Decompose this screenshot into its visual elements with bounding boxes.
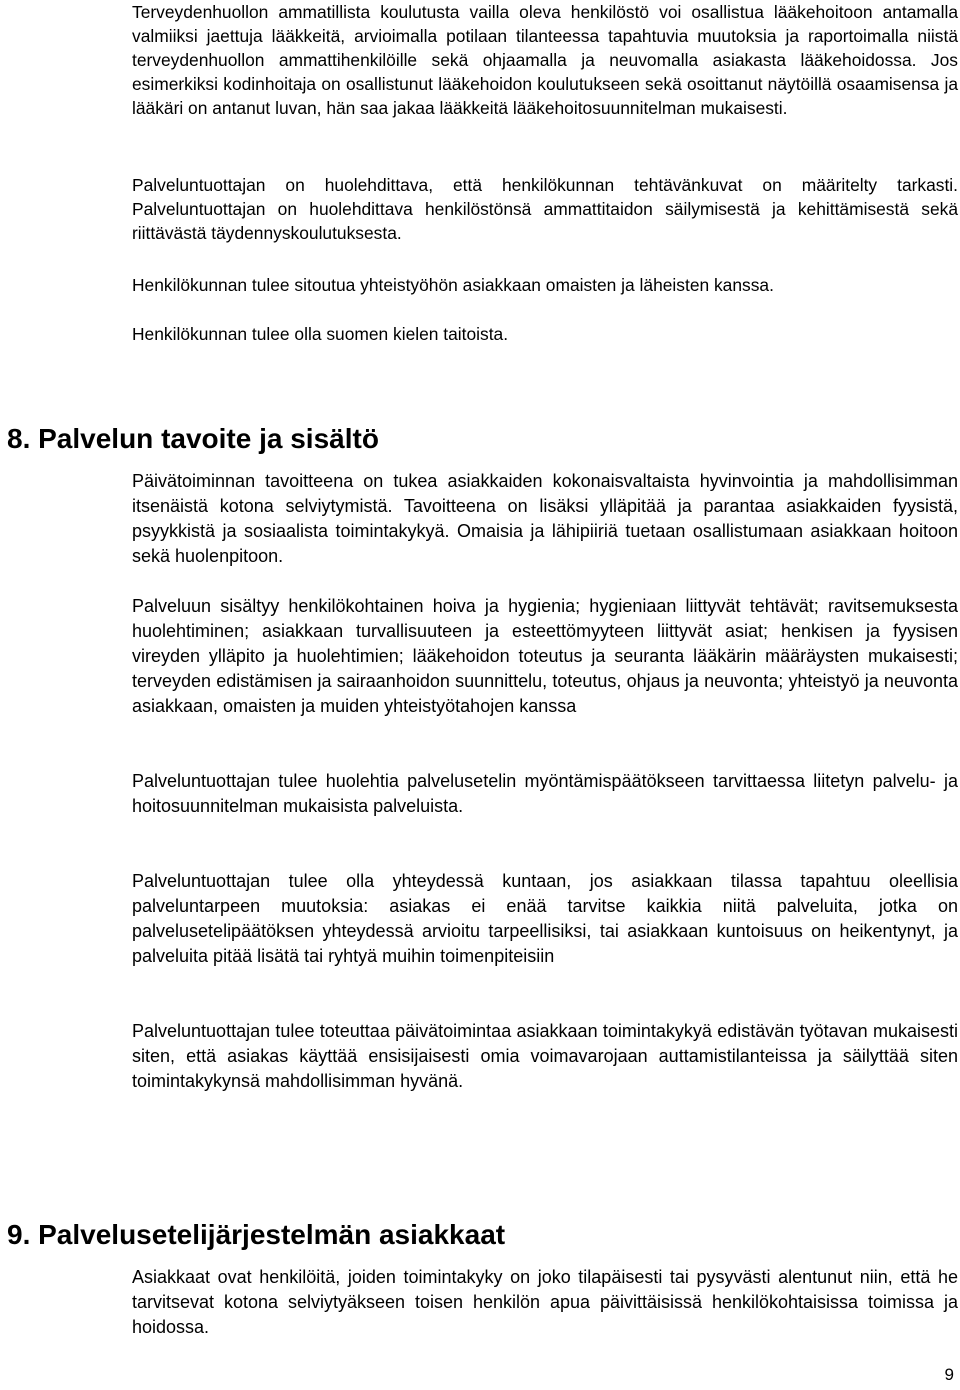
paragraph-service-goal: Päivätoiminnan tavoitteena on tukea asiakkaiden kokonaisvaltaista hyvinvointia ja mahdollisimman itsenäistä kotona selviytymistä. Tavoitteena on lisäksi ylläpitää ja parantaa asiakkaiden fyysistä, psyykkistä ja sosiaalista toimintakykyä. Omaisia ja lähipiiriä tuetaan osallistumaan asiakkaan hoitoon sekä huolenpitoon. [132, 471, 958, 566]
paragraph-medication-staff: Terveydenhuollon ammatillista koulutusta vailla oleva henkilöstö voi osallistua lääkehoitoon antamalla valmiiksi jaettuja lääkkeitä, arvioimalla potilaan tilanteessa tapahtuvia muutoksia ja raportoimalla niistä terveydenhuollon ammattihenkilöille sekä ohjaamalla ja neuvomalla asiakasta lääkehoidossa. Jos esimerkiksi kodinhoitaja on osallistunut lääkehoidon koulutukseen sekä osoittanut näytöillä osaamisensa ja lääkäri on antanut luvan, hän saa jakaa lääkkeitä lääkehoitosuunnitelman mukaisesti. [132, 2, 958, 118]
paragraph-cooperation: Henkilökunnan tulee sitoutua yhteistyöhön asiakkaan omaisten ja läheisten kanssa. [132, 275, 774, 295]
paragraph-clients: Asiakkaat ovat henkilöitä, joiden toimintakyky on joko tilapäisesti tai pysyvästi alentunut niin, että he tarvitsevat kotona selviytyäkseen toisen henkilön apua päivittäisissä henkilökohtaisissa toimissa ja hoidossa. [132, 1267, 958, 1337]
section-9-heading: 9. Palvelusetelijärjestelmän asiakkaat [7, 1219, 506, 1250]
paragraph-job-descriptions: Palveluntuottajan on huolehdittava, että henkilökunnan tehtävänkuvat on määritelty tarkasti. Palveluntuottajan on huolehdittava henkilöstönsä ammattitaidon säilymisestä ja kehittämisestä sekä riittävästä täydennyskoulutuksesta. [132, 175, 958, 243]
page-number: 9 [944, 1365, 954, 1384]
paragraph-service-content: Palveluun sisältyy henkilökohtainen hoiva ja hygienia; hygieniaan liittyvät tehtävät; ravitsemuksesta huolehtiminen; asiakkaan turvallisuuteen ja esteettömyyteen liittyvät asiat; henkisen ja fyysisen vireyden ylläpito ja huolehtimien; lääkehoidon toteutus ja seuranta lääkärin määräysten mukaisesti; terveyden edistämisen ja sairaanhoidon suunnittelu, toteutus, ohjaus ja neuvonta; yhteistyö ja neuvonta asiakkaan, omaisten ja muiden yhteistyötahojen kanssa [132, 596, 958, 716]
paragraph-voucher-services: Palveluntuottajan tulee huolehtia palvelusetelin myöntämispäätökseen tarvittaessa liitetyn palvelu- ja hoitosuunnitelman mukaisista palveluista. [132, 771, 958, 816]
paragraph-functional-capacity: Palveluntuottajan tulee toteuttaa päivätoimintaa asiakkaan toimintakykyä edistävän työtavan mukaisesti siten, että asiakas käyttää ensisijaisesti omia voimavarojaan auttamistilanteissa ja säilyttää siten toimintakykynsä mahdollisimman hyvänä. [132, 1021, 958, 1091]
section-8-heading: 8. Palvelun tavoite ja sisältö [7, 423, 379, 454]
paragraph-municipality-contact: Palveluntuottajan tulee olla yhteydessä kuntaan, jos asiakkaan tilassa tapahtuu oleellisia palveluntarpeen muutoksia: asiakas ei enää tarvitse kaikkia niitä palveluita, jotka on palvelusetelipäätöksen yhteydessä arvioitu tarpeellisiksi, tai asiakkaan kuntoisuus on heikentynyt, ja palveluita pitää lisätä tai ryhtyä muihin toimenpiteisiin [132, 871, 958, 966]
paragraph-language: Henkilökunnan tulee olla suomen kielen taitoista. [132, 324, 509, 344]
